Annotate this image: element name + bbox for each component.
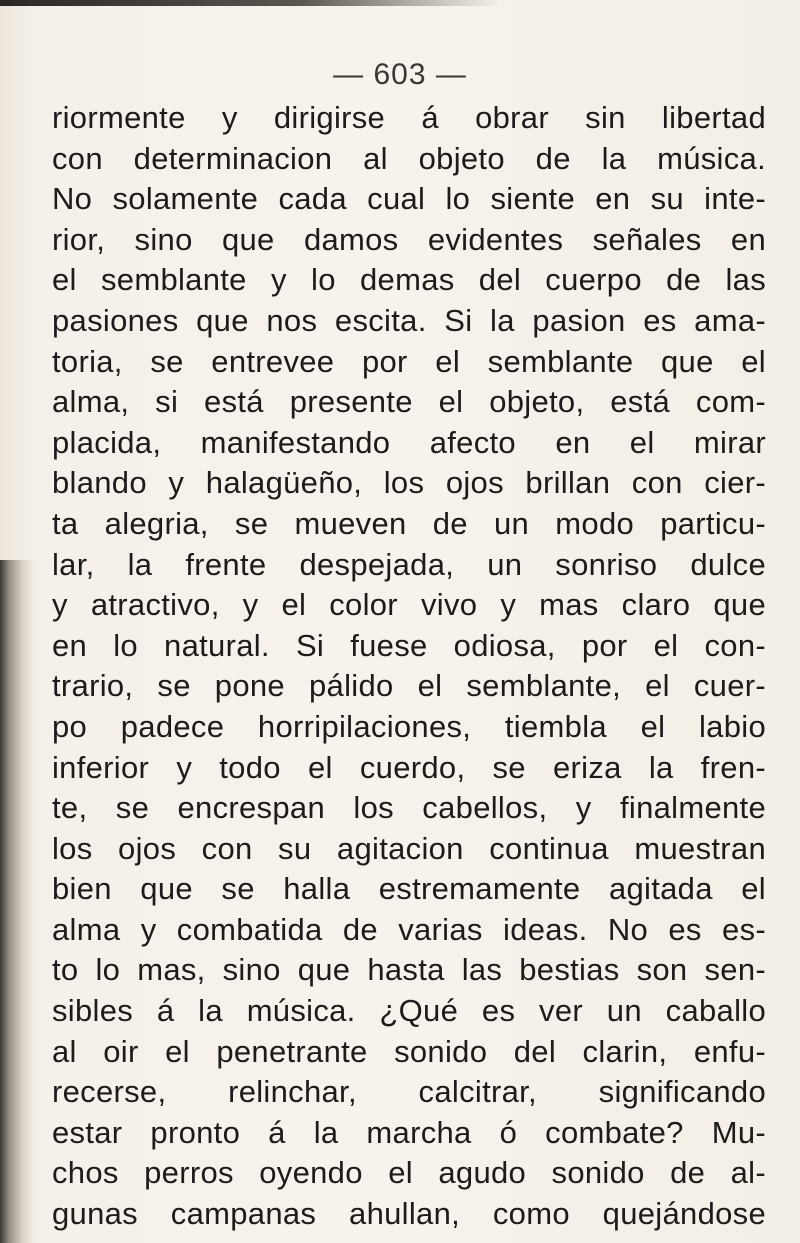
text-line: el semblante y lo demas del cuerpo de las [52,262,766,298]
binding-shadow [0,560,34,1243]
text-line: rior, sino que damos evidentes señales en [52,221,766,257]
text-line: los ojos con su agitacion continua muestran [52,830,766,866]
text-line: to lo mas, sino que hasta las bestias son sen- [52,952,766,988]
text-line: en lo natural. Si fuese odiosa, por el con- [52,627,766,663]
text-line: lar, la frente despejada, un sonriso dulce [52,546,766,582]
text-line: ta alegria, se mueven de un modo particu- [52,505,766,541]
text-line: con determinacion al objeto de la música. [52,140,766,176]
text-line: inferior y todo el cuerdo, se eriza la fren- [52,749,766,785]
text-line: No solamente cada cual lo siente en su inte- [52,181,766,217]
text-line: estar pronto á la marcha ó combate? Mu- [52,1114,766,1150]
text-line: pasiones que nos escita. Si la pasion es ama- [52,302,766,338]
text-line: bien que se halla estremamente agitada el [52,871,766,907]
text-line: al oir el penetrante sonido del clarin, enfu- [52,1033,766,1069]
text-line: y atractivo, y el color vivo y mas claro que [52,587,766,623]
text-line: sibles á la música. ¿Qué es ver un caballo [52,993,766,1029]
text-line: riormente y dirigirse á obrar sin libertad [52,100,766,135]
text-line: toria, se entrevee por el semblante que el [52,343,766,379]
text-line: trario, se pone pálido el semblante, el cuer- [52,668,766,704]
text-line: chos perros oyendo el agudo sonido de al- [52,1155,766,1191]
text-line: alma y combatida de varias ideas. No es es- [52,911,766,947]
text-line: blando y halagüeño, los ojos brillan con cier- [52,465,766,501]
text-line: alma, si está presente el objeto, está com- [52,384,766,420]
text-line: te, se encrespan los cabellos, y finalmente [52,790,766,826]
text-line: gunas campanas ahullan, como quejándose [52,1196,766,1232]
text-line: po padece horripilaciones, tiembla el labio [52,708,766,744]
page-top-edge [0,0,500,6]
body-text [52,98,766,1235]
page-number: — 603 — [333,58,467,91]
text-line: recerse, relinchar, calcitrar, significando [52,1074,766,1110]
text-line: placida, manifestando afecto en el mirar [52,424,766,460]
